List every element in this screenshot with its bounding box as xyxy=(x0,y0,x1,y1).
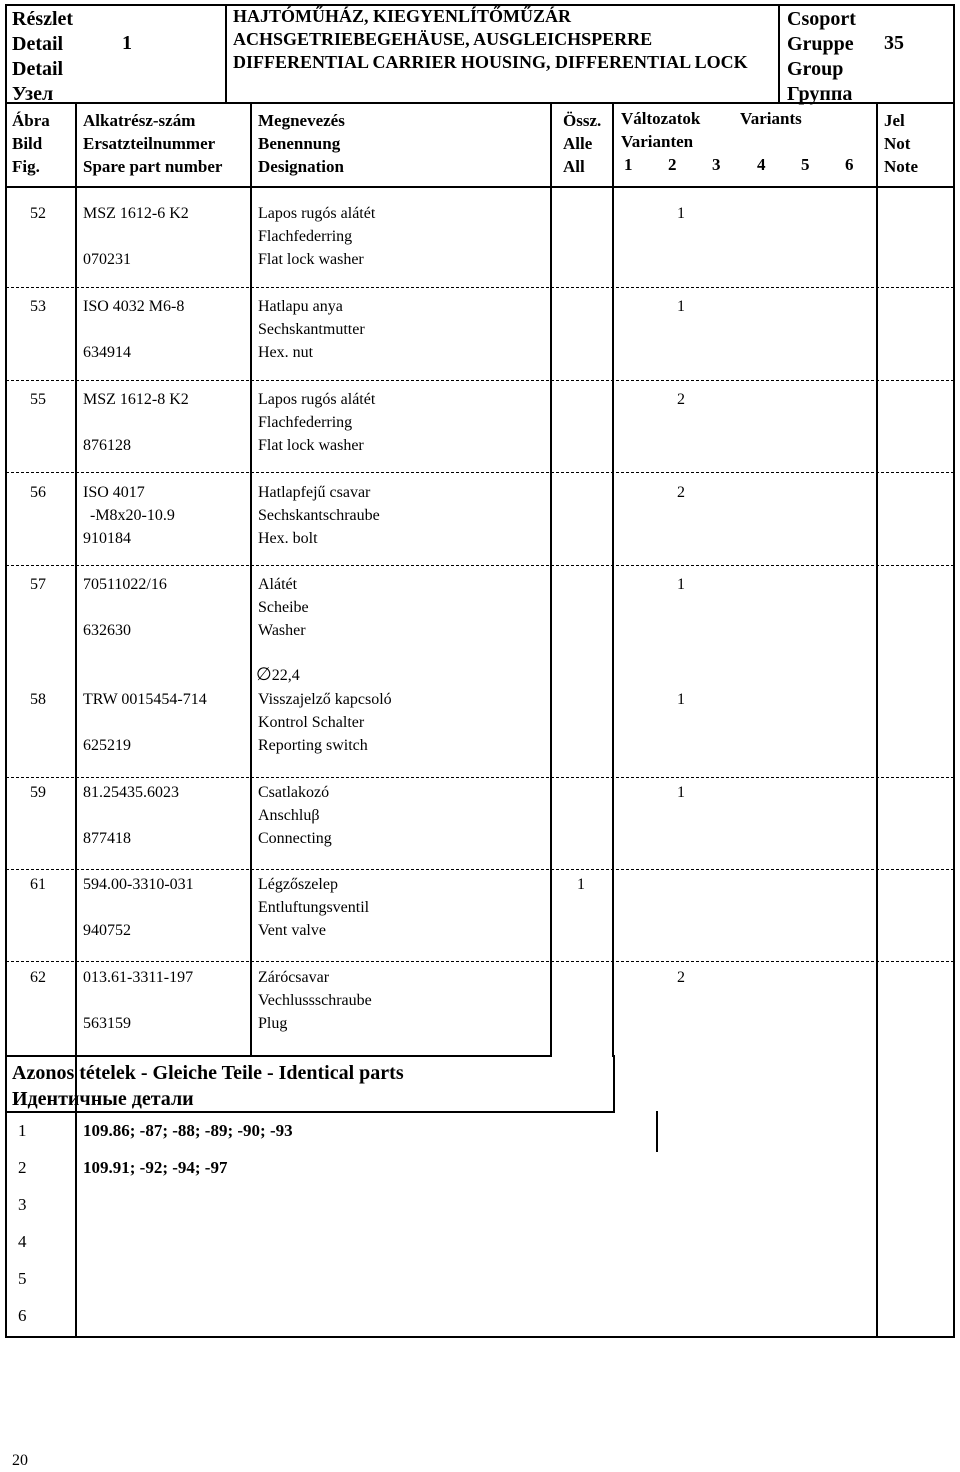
identical-title-multi: Azonos tételek - Gleiche Teile - Identical parts xyxy=(12,1062,404,1084)
variant-1: 1 xyxy=(624,155,633,174)
col-header-all-hu: Össz. xyxy=(563,111,602,130)
row-part-code: 876128 xyxy=(83,437,131,454)
col-header-all-de: Alle xyxy=(563,134,593,153)
identical-row-number: 4 xyxy=(18,1232,27,1251)
col-header-variants-en: Variants xyxy=(740,109,802,128)
col-header-designation-en: Designation xyxy=(258,157,344,176)
col-header-fig-en: Fig. xyxy=(12,157,40,176)
row-name-de: Entluftungsventil xyxy=(258,899,370,916)
section-label-ru: Узел xyxy=(12,83,54,105)
row-name-en: Plug xyxy=(258,1015,288,1032)
row-part-code: 910184 xyxy=(83,530,131,547)
row-name-de: Flachfederring xyxy=(258,228,353,245)
group-label-hu: Csoport xyxy=(787,8,856,30)
col-line-designation xyxy=(550,102,552,1057)
row-part-number: 81.25435.6023 xyxy=(83,784,179,801)
col-header-all-en: All xyxy=(563,157,585,176)
identical-row-number: 6 xyxy=(18,1306,27,1325)
section-label-de: Detail xyxy=(12,33,64,55)
col-header-note-en: Note xyxy=(884,157,918,176)
col-header-part-hu: Alkatrész-szám xyxy=(83,111,196,130)
col-header-designation-de: Benennung xyxy=(258,134,341,153)
variant-5: 5 xyxy=(801,155,810,174)
col-line-all xyxy=(612,102,614,1057)
row-name-hu: Lapos rugós alátét xyxy=(258,391,376,408)
row-part-number: MSZ 1612-6 K2 xyxy=(83,205,189,222)
table-end-line xyxy=(5,1055,552,1057)
row-fig: 62 xyxy=(30,969,46,986)
row-part-number: 70511022/16 xyxy=(83,576,167,593)
row-name-en: Flat lock washer xyxy=(258,437,364,454)
header-sep-1 xyxy=(225,4,227,104)
col-header-part xyxy=(83,109,222,178)
row-part-number: 594.00-3310-031 xyxy=(83,876,194,893)
row-name-hu: Alátét xyxy=(258,576,298,593)
col-header-fig-hu: Ábra xyxy=(12,111,50,130)
frame-bottom xyxy=(5,1336,955,1338)
row-part-code: 632630 xyxy=(83,622,131,639)
title-de: ACHSGETRIEBEGEHÄUSE, AUSGLEICHSPERRE xyxy=(233,29,653,49)
row-quantity: 1 xyxy=(677,691,685,708)
row-name-en: Hex. nut xyxy=(258,344,314,361)
row-name-de: Kontrol Schalter xyxy=(258,714,365,731)
section-labels xyxy=(12,7,73,107)
header-title xyxy=(233,5,748,74)
identical-title xyxy=(12,1060,404,1112)
col-header-note-de: Not xyxy=(884,134,911,153)
row-part-number: TRW 0015454-714 xyxy=(83,691,207,708)
section-label-en: Detail xyxy=(12,58,64,80)
row-part-number: 013.61-3311-197 xyxy=(83,969,194,986)
group-label-de: Gruppe xyxy=(787,33,854,55)
page-number: 20 xyxy=(12,1452,28,1469)
row-separator xyxy=(6,777,954,778)
row-quantity: 1 xyxy=(677,784,685,801)
row-part-code: 625219 xyxy=(83,737,131,754)
row-name-de: Scheibe xyxy=(258,599,309,616)
row-separator xyxy=(6,869,954,870)
variant-2: 2 xyxy=(668,155,677,174)
frame-right xyxy=(953,4,955,1338)
row-name-de: Anschluβ xyxy=(258,807,320,824)
row-part-number: ISO 4032 M6-8 xyxy=(83,298,185,315)
row-fig: 52 xyxy=(30,205,46,222)
group-labels xyxy=(787,7,856,107)
detail-number: 1 xyxy=(122,32,132,54)
col-header-part-en: Spare part number xyxy=(83,157,223,176)
column-header-divider xyxy=(5,186,955,188)
row-name-de: Sechskantschraube xyxy=(258,507,380,524)
diameter-note xyxy=(256,663,300,687)
group-label-en: Group xyxy=(787,58,844,80)
row-part-code: 634914 xyxy=(83,344,131,361)
row-name-en: Reporting switch xyxy=(258,737,368,754)
row-name-en: Vent valve xyxy=(258,922,326,939)
row-fig: 57 xyxy=(30,576,46,593)
row-name-hu: Zárócsavar xyxy=(258,969,330,986)
col-header-note xyxy=(884,109,918,178)
identical-box-right xyxy=(613,1055,615,1113)
identical-row-number: 1 xyxy=(18,1121,27,1140)
identical-row-number: 5 xyxy=(18,1269,27,1288)
row-part-number: -M8x20-10.9 xyxy=(90,507,175,524)
row-quantity: 1 xyxy=(677,576,685,593)
row-name-de: Vechlussschraube xyxy=(258,992,372,1009)
col-header-designation xyxy=(258,109,345,178)
row-name-de: Sechskantmutter xyxy=(258,321,365,338)
row-separator xyxy=(6,565,954,566)
identical-title-ru: Идентичные детали xyxy=(12,1088,194,1110)
identical-row-parts: 109.86; -87; -88; -89; -90; -93 xyxy=(83,1121,293,1140)
header-sep-2 xyxy=(778,4,780,104)
variant-6: 6 xyxy=(845,155,854,174)
row-quantity: 2 xyxy=(677,391,685,408)
row-quantity: 1 xyxy=(577,876,585,893)
col-header-fig xyxy=(12,109,50,178)
col-header-note-hu: Jel xyxy=(884,111,905,130)
row-part-code: 877418 xyxy=(83,830,131,847)
row-fig: 61 xyxy=(30,876,46,893)
identical-row-parts: 109.91; -92; -94; -97 xyxy=(83,1158,228,1177)
identical-row-number: 3 xyxy=(18,1195,27,1214)
title-hu: HAJTÓMŰHÁZ, KIEGYENLÍTŐMŰZÁR xyxy=(233,6,572,26)
variant-4: 4 xyxy=(757,155,766,174)
section-label-hu: Részlet xyxy=(12,8,74,30)
row-part-number: MSZ 1612-8 K2 xyxy=(83,391,189,408)
identical-row1-end xyxy=(656,1111,658,1152)
row-quantity: 2 xyxy=(677,484,685,501)
row-fig: 55 xyxy=(30,391,46,408)
row-part-code: 070231 xyxy=(83,251,131,268)
row-quantity: 2 xyxy=(677,969,685,986)
title-en: DIFFERENTIAL CARRIER HOUSING, DIFFERENTIAL LOCK xyxy=(233,52,748,72)
diameter-icon: ∅ xyxy=(256,664,272,684)
variant-3: 3 xyxy=(712,155,721,174)
col-header-part-de: Ersatzteilnummer xyxy=(83,134,216,153)
row-separator xyxy=(6,287,954,288)
row-name-hu: Visszajelző kapcsoló xyxy=(258,691,392,708)
row-name-hu: Hatlapu anya xyxy=(258,298,343,315)
row-part-code: 563159 xyxy=(83,1015,131,1032)
row-name-hu: Légzőszelep xyxy=(258,876,338,893)
col-line-part xyxy=(250,102,252,1057)
col-header-variants-hu: Változatok xyxy=(621,109,701,128)
row-name-en: Washer xyxy=(258,622,306,639)
row-fig: 53 xyxy=(30,298,46,315)
row-fig: 56 xyxy=(30,484,46,501)
row-name-de: Flachfederring xyxy=(258,414,353,431)
row-fig: 58 xyxy=(30,691,46,708)
row-name-hu: Csatlakozó xyxy=(258,784,330,801)
row-name-en: Connecting xyxy=(258,830,332,847)
row-part-code: 940752 xyxy=(83,922,131,939)
group-label-ru: Группа xyxy=(787,83,853,105)
col-header-fig-de: Bild xyxy=(12,134,43,153)
row-fig: 59 xyxy=(30,784,46,801)
group-number: 35 xyxy=(884,32,904,54)
row-quantity: 1 xyxy=(677,298,685,315)
row-separator xyxy=(6,380,954,381)
frame-left xyxy=(5,4,7,1338)
col-header-variants-de: Varianten xyxy=(621,132,694,151)
row-quantity: 1 xyxy=(677,205,685,222)
col-header-all xyxy=(563,109,601,178)
col-header-designation-hu: Megnevezés xyxy=(258,111,345,130)
row-name-en: Hex. bolt xyxy=(258,530,318,547)
diameter-value: 22,4 xyxy=(271,667,300,684)
row-part-number: ISO 4017 xyxy=(83,484,145,501)
identical-row-number: 2 xyxy=(18,1158,27,1177)
row-name-hu: Lapos rugós alátét xyxy=(258,205,376,222)
row-separator xyxy=(6,472,954,473)
row-name-hu: Hatlapfejű csavar xyxy=(258,484,371,501)
row-separator xyxy=(6,961,954,962)
row-name-en: Flat lock washer xyxy=(258,251,364,268)
